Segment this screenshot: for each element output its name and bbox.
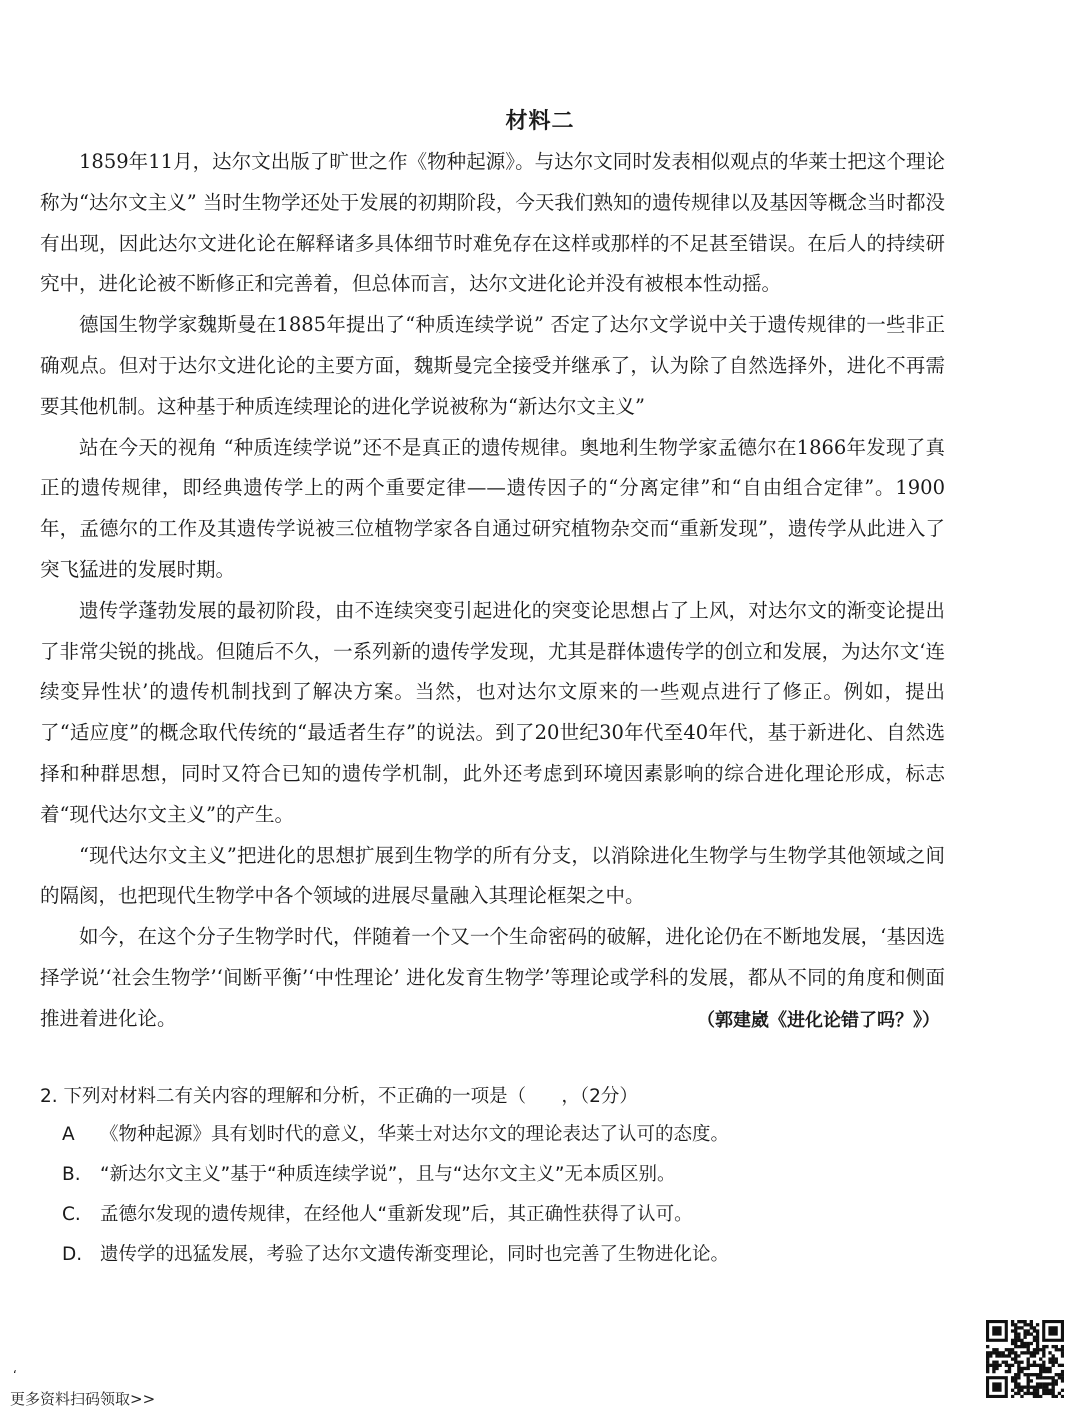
- article-paragraph: 如今，在这个分子生物学时代，伴随着一个又一个生命密码的破解，进化论仍在不断地发展，‘基因选择学说’‘社会生物学’‘间断平衡’‘中性理论’ 进化发育生物学’等理论或学科的发展，都从不同的角度和侧面推进着进化论。: [40, 925, 945, 1030]
- option-d: [40, 1240, 1000, 1280]
- qr-code-graphic: [986, 1320, 1064, 1398]
- article-paragraph: 1859年11月，达尔文出版了旷世之作《物种起源》。与达尔文同时发表相似观点的华莱士把这个理论称为“达尔文主义” 当时生物学还处于发展的初期阶段，今天我们熟知的遗传规律以及基因等概念当时都没有出现，因此达尔文进化论在解释诸多具体细节时难免存在这样或那样的不足甚至错误。在后人的持续研究中，进化论被不断修正和完善着，但总体而言，达尔文进化论并没有被根本性动摇。: [40, 150, 945, 296]
- question-stem: [40, 1082, 1000, 1120]
- more-resources-link[interactable]: 更多资料扫码领取>>: [10, 1390, 156, 1408]
- question-2: [40, 1082, 1000, 1280]
- question-stem-prefix: 2. 下列对材料二有关内容的理解和分析，: [40, 1086, 379, 1107]
- question-stem-emphasis: 不正确: [378, 1086, 434, 1107]
- article-paragraph: “现代达尔文主义”把进化的思想扩展到生物学的所有分支，以消除进化生物学与生物学其他领域之间的隔阂，也把现代生物学中各个领域的进展尽量融入其理论框架之中。: [40, 843, 945, 908]
- article-paragraph: 站在今天的视角 “种质连续学说”还不是真正的遗传规律。奥地利生物学家孟德尔在1866年发现了真正的遗传规律，即经典遗传学上的两个重要定律——遗传因子的“分离定律”和“自由组合定律”。1900年，孟德尔的工作及其遗传学说被三位植物学家各自通过研究植物杂交而“重新发现”，遗传学从此进入了突飞猛进的发展时期。: [40, 435, 945, 581]
- source-attribution: （郭建崴《进化论错了吗？》）: [697, 1010, 940, 1031]
- option-letter: B.: [62, 1164, 81, 1185]
- qr-code-icon[interactable]: [986, 1320, 1064, 1398]
- option-b: [40, 1160, 1000, 1200]
- option-text: “新达尔文主义”基于“种质连续学说”，且与“达尔文主义”无本质区别。: [100, 1164, 676, 1185]
- option-letter: C.: [62, 1204, 81, 1225]
- question-stem-suffix: 的一项是（ ，（2分）: [433, 1086, 638, 1107]
- option-text: 孟德尔发现的遗传规律，在经他人“重新发现”后，其正确性获得了认可。: [100, 1204, 693, 1225]
- article-paragraph: 德国生物学家魏斯曼在1885年提出了“种质连续学说” 否定了达尔文学说中关于遗传规律的一些非正确观点。但对于达尔文进化论的主要方面，魏斯曼完全接受并继承了，认为除了自然选择外，进化不再需要其他机制。这种基于种质连续理论的进化学说被称为“新达尔文主义”: [40, 313, 945, 418]
- article-paragraph: 遗传学蓬勃发展的最初阶段，由不连续突变引起进化的突变论思想占了上风，对达尔文的渐变论提出了非常尖锐的挑战。但随后不久，一系列新的遗传学发现，尤其是群体遗传学的创立和发展，为达尔文‘连续变异性状’的遗传机制找到了解决方案。当然，也对达尔文原来的一些观点进行了修正。例如，提出了“适应度”的概念取代传统的“最适者生存”的说法。到了20世纪30年代至40年代，基于新进化、自然选择和种群思想，同时又符合已知的遗传学机制，此外还考虑到环境因素影响的综合进化理论形成，标志着“现代达尔文主义”的产生。: [40, 598, 945, 826]
- option-text: 《物种起源》具有划时代的意义，华莱士对达尔文的理论表达了认可的态度。: [100, 1124, 730, 1145]
- option-a: [40, 1120, 1000, 1160]
- option-text: 遗传学的迅猛发展，考验了达尔文遗传渐变理论，同时也完善了生物进化论。: [100, 1244, 730, 1265]
- material-heading: 材料二: [505, 108, 575, 134]
- material-article: [40, 142, 945, 1040]
- option-letter: A: [62, 1124, 75, 1145]
- option-letter: D.: [62, 1244, 83, 1265]
- option-c: [40, 1200, 1000, 1240]
- stray-mark: ‘: [13, 1368, 17, 1382]
